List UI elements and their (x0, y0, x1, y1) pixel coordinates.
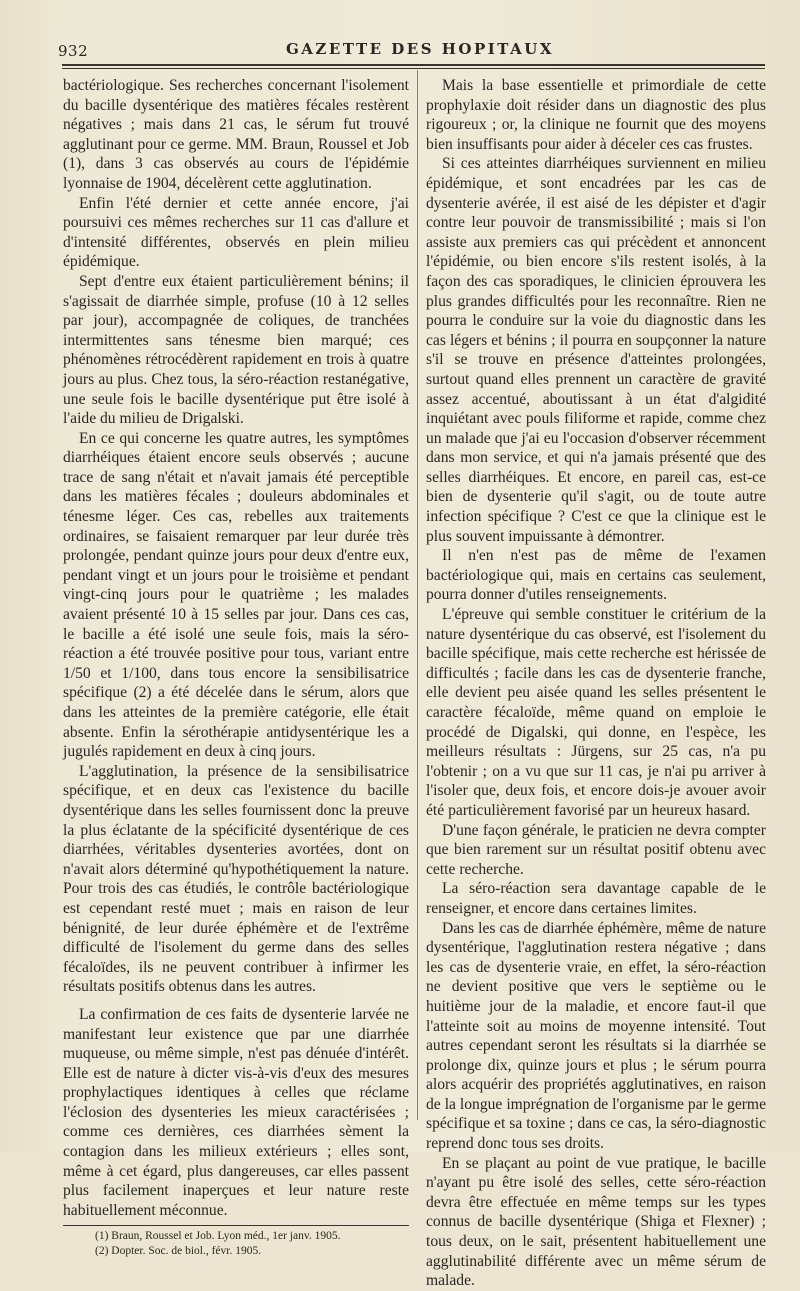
page-number: 932 (58, 42, 89, 60)
paragraph: L'agglutination, la présence de la sensibilisatrice spécifique, et en deux cas l'existence du bacille dysentérique dans les selles fournissent donc la preuve la plus éclatante de la spécificité dysentérique de ces diarrhées, véritables dysenteries avortées, dont on n'avait alors déterminé qu'hypothétiquement la nature. Pour trois des cas étudiés, le contrôle bactériologique est cependant resté muet ; mais en raison de leur bénignité, de leur durée éphémère et de l'extrême difficulté de l'isolement du germe dans des selles fécaloïdes, ils ne peuvent contribuer à infirmer les résultats positifs obtenus dans les autres. (63, 762, 409, 996)
paragraph: L'épreuve qui semble constituer le critérium de la nature dysentérique du cas observé, est l'isolement du bacille spécifique, mais cette recherche est hérissée de difficultés ; facile dans les cas de dysenterie franche, elle devient peu aisée quand les selles présentent le caractère fécaloïde, même quand on emploie le procédé de Digalski, qui donne, en l'espèce, les meilleurs résultats : Jürgens, sur 25 cas, n'a pu l'obtenir ; on a vu que sur 11 cas, je n'ai pu arriver à l'isoler que, deux fois, et encore dois-je avouer avoir été particulièrement favorisé par un heureux hasard. (426, 606, 766, 819)
paragraph: bactériologique. Ses recherches concernant l'isolement du bacille dysentérique des matières fécales restèrent négatives ; mais dans 21 cas, le sérum fut trouvé agglutinant pour ce germe. MM. Braun, Roussel et Job (1), dans 3 cas observés au cours de l'épidémie lyonnaise de 1904, décelèrent cette agglutination. (63, 77, 409, 192)
column-divider (417, 70, 418, 1120)
footnote-rule (63, 1225, 409, 1226)
footnote: (2) Dopter. Soc. de biol., févr. 1905. (95, 1245, 262, 1258)
paragraph: Il n'en n'est pas de même de l'examen bactériologique qui, mais en certains cas seulement, pourra donner d'utiles renseignements. (426, 547, 766, 604)
paragraph: D'une façon générale, le praticien ne devra compter que bien rarement sur un résultat positif obtenu avec cette recherche. (426, 821, 766, 878)
paragraph: En ce qui concerne les quatre autres, les symptômes diarrhéiques étaient encore seuls observés ; aucune trace de sang n'était et n'avait jamais été perceptible dans les matières fécales ; douleurs abdominales et ténesme léger. Ces cas, rebelles aux traitements ordinaires, se faisaient remarquer par leur durée très prolongée, pendant quinze jours pour deux d'entre eux, pendant vingt et un jours pour le troisième et pendant vingt-cinq jours pour le quatrième ; les malades avaient présenté 10 à 15 selles par jour. Dans ces cas, le bacille a été isolé une seule fois, mais la séro-réaction a été trouvée positive pour tous, variant entre 1/50 et 1/100, dans tous encore la sensibilisatrice spécifique (2) a été décelée dans le sérum, alors que dans les atteintes de la première catégorie, elle était absente. Enfin la sérothérapie antidysentérique les a jugulés rapidement en deux à cinq jours. (63, 429, 409, 761)
footnote: (1) Braun, Roussel et Job. Lyon méd., 1er janv. 1905. (95, 1230, 341, 1243)
header-rule-thin (62, 68, 765, 69)
header-rule-thick (62, 64, 765, 66)
paragraph: Si ces atteintes diarrhéiques surviennent en milieu épidémique, et sont encadrées par les cas de dysenterie avérée, il est aisé de les dépister et d'agir contre leur pouvoir de transmissibilité ; mais si l'on assiste aux premiers cas qui précèdent et annoncent l'épidémie, ou bien encore s'ils restent isolés, à la façon des cas sporadiques, le clinicien éprouvera les plus grandes difficultés pour les reconnaître. Rien ne pourra le conduire sur la voie du diagnostic dans les cas légers et bénins ; il pourra en soupçonner la nature s'il se trouve en présence d'atteintes prolongées, surtout quand elles prennent un caractère de gravité assez accentué, aboutissant à un état d'algidité inquiétant avec pouls filiforme et rapide, comme chez un malade que j'ai eu l'occasion d'observer récemment dans mon service, et qui n'a jamais présenté que des selles diarrhéiques. Et encore, en pareil cas, est-ce bien de dysenterie qu'il s'agit, ou de toute autre infection spécifique ? C'est ce que la clinique est le plus souvent impuissante à démontrer. (426, 155, 766, 545)
paragraph: Mais la base essentielle et primordiale de cette prophylaxie doit résider dans un diagnostic des plus rigoureux ; or, la clinique ne fournit que des moyens bien insuffisants pour aider à déceler ces cas frustes. (426, 77, 766, 153)
paragraph: En se plaçant au point de vue pratique, le bacille n'ayant pu être isolé des selles, cette séro-réaction devra être effectuée en même temps sur les types connus de bacille dysentérique (Shiga et Flexner) ; tous deux, on le sait, présentent habituellement une agglutinabilité différente avec un même sérum de malade. (426, 1154, 766, 1290)
paragraph: La confirmation de ces faits de dysenterie larvée ne manifestant leur existence que par une diarrhée muqueuse, ou même simple, n'est pas dénuée d'intérêt. Elle est de nature à dicter vis-à-vis d'eux des mesures prophylactiques identiques à celles que réclame l'éclosion des dysenteries les mieux caractérisées ; comme ces dernières, ces diarrhées sèment la contagion dans les milieux extérieurs ; elles sont, même à cet égard, plus dangereuses, car elles passent plus facilement inaperçues et leur nature reste habituellement méconnue. (63, 1005, 409, 1219)
left-column (63, 76, 409, 1259)
paragraph: Sept d'entre eux étaient particulièrement bénins; il s'agissait de diarrhée simple, profuse (10 à 12 selles par jour), accompagnée de coliques, de tranchées intermittentes sans ténesme bien marqué; ces phénomènes rétrocédèrent rapidement en trois à quatre jours au plus. Chez tous, la séro-réaction restanégative, une seule fois le bacille dysentérique put être isolé à l'aide du milieu de Drigalski. (63, 272, 409, 428)
journal-title: GAZETTE DES HOPITAUX (285, 40, 554, 58)
right-column (426, 76, 766, 1291)
paragraph: Dans les cas de diarrhée éphémère, même de nature dysentérique, l'agglutination restera négative ; dans les cas de dysenterie vraie, en effet, la séro-réaction ne devient positive que vers le septième ou le huitième jour de la maladie, et encore faut-il que l'atteinte soit au moins de moyenne intensité. Tout autres cependant seront les résultats si la diarrhée se prolonge dix, quinze jours et plus ; le sérum pourra alors acquérir des propriétés agglutinatives, en raison de la longue imprégnation de l'organisme par le germe spécifique et sa toxine ; dans ce cas, la séro-diagnostic reprend donc tous ses droits. (426, 919, 766, 1153)
paragraph: La séro-réaction sera davantage capable de le renseigner, et encore dans certaines limites. (426, 880, 766, 917)
paragraph: Enfin l'été dernier et cette année encore, j'ai poursuivi ces mêmes recherches sur 11 cas d'allure et d'intensité différentes, observés en plein milieu épidémique. (63, 194, 409, 271)
